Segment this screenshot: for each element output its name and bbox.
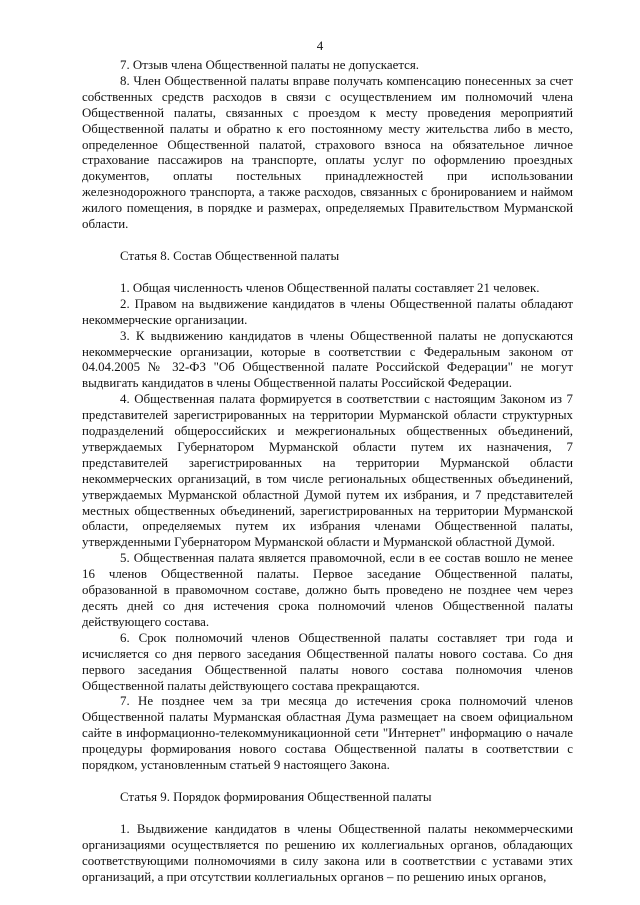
article-8-heading: Статья 8. Состав Общественной палаты	[120, 248, 340, 263]
document-body	[82, 58, 573, 886]
paragraph-8-compensation: 8. Член Общественной палаты вправе получать компенсацию понесенных за счет собственных средств расходов в связи с осуществлением им полномочий члена Общественной палаты, связанных с проездом к месту проведения мероприятий Общественной палаты и обратно к его постоянному месту жительства либо в место, определенное Общественной палатой, страхового взноса на обязательное личное страхование пассажиров на транспорте, оплаты услуг по оформлению проездных документов, оплаты постельных принадлежностей при использовании железнодорожного транспорта, а также расходов, связанных с бронированием и наймом жилого помещения, в порядке и размерах, определяемых Правительством Мурманской области.	[82, 73, 573, 232]
article-8-paragraph-4: 4. Общественная палата формируется в соответствии с настоящим Законом из 7 представителей зарегистрированных на территории Мурманской области структурных подразделений общероссийских и межрегиональных общественных объединений, утверждаемых Губернатором Мурманской области путем их назначения, 7 представителей зарегистрированных на территории Мурманской области некоммерческих организаций, в том числе региональных общественных объединений, утверждаемых Мурманской областной Думой путем их избрания, и 7 представителей местных общественных объединений, зарегистрированных на территории Мурманской области, определяемых путем их избрания членами Общественной палаты, утвержденными Губернатором Мурманской области и Мурманской областной Думой.	[82, 392, 573, 550]
article-9-paragraph-1: 1. Выдвижение кандидатов в члены Общественной палаты некоммерческими организациями осуществляется по решению их коллегиальных органов, обладающих соответствующими полномочиями в силу закона или в соответствии с уставами этих организаций, а при отсутствии коллегиальных органов – по решению иных органов,	[82, 821, 573, 884]
article-8-paragraph-7: 7. Не позднее чем за три месяца до истечения срока полномочий членов Общественной палаты Мурманская областная Дума размещает на своем официальном сайте в информационно-телекоммуникационной сети "Интернет" информацию о начале процедуры формирования нового состава Общественной палаты в соответствии с порядком, установленным статьей 9 настоящего Закона.	[82, 694, 573, 773]
article-8-paragraph-2: 2. Правом на выдвижение кандидатов в члены Общественной палаты обладают некоммерческие организации.	[82, 296, 573, 327]
article-8-paragraph-3: 3. К выдвижению кандидатов в члены Общественной палаты не допускаются некоммерческие организации, которые в соответствии с Федеральным законом от 04.04.2005 № 32-ФЗ "Об Общественной палате Российской Федерации" не могут выдвигать кандидатов в члены Общественной палаты Российской Федерации.	[82, 328, 573, 391]
article-8-paragraph-1: 1. Общая численность членов Общественной палаты составляет 21 человек.	[120, 280, 540, 295]
paragraph-7-recall: 7. Отзыв члена Общественной палаты не допускается.	[120, 58, 419, 72]
article-8-paragraph-5: 5. Общественная палата является правомочной, если в ее состав вошло не менее 16 членов Общественной палаты. Первое заседание Общественной палаты, образованной в правомочном составе, должно быть проведено не позднее чем через десять дней со дня истечения срока полномочий членов Общественной палаты действующего состава.	[82, 551, 573, 629]
article-8-paragraph-6: 6. Срок полномочий членов Общественной палаты составляет три года и исчисляется со дня первого заседания Общественной палаты нового состава. Со дня первого заседания Общественной палаты нового состава полномочия членов Общественной палаты действующего состава прекращаются.	[82, 630, 573, 693]
page-number: 4	[316, 38, 324, 53]
article-9-heading: Статья 9. Порядок формирования Общественной палаты	[120, 789, 432, 804]
